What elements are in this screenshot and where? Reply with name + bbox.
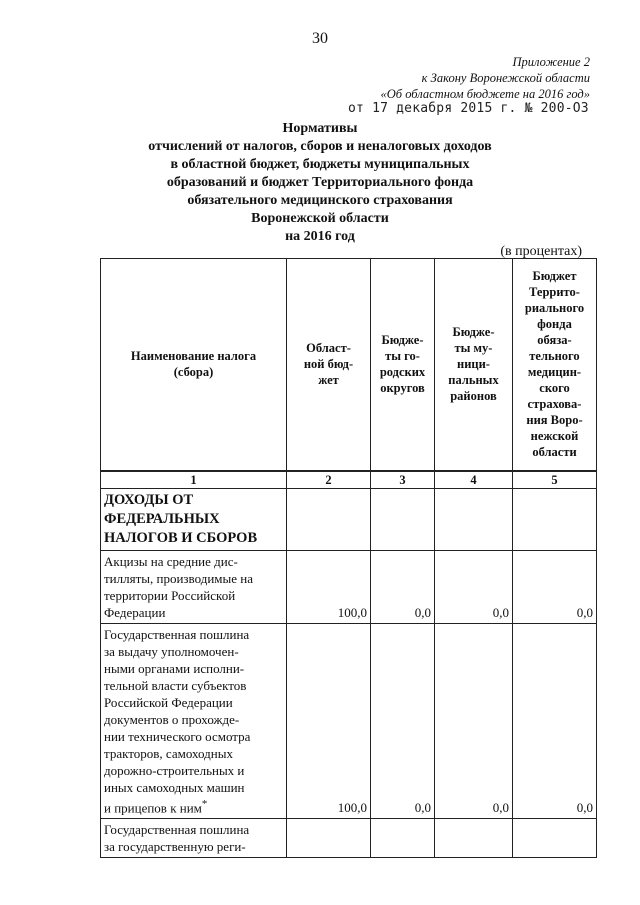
column-number-5: 5 — [513, 471, 597, 489]
column-number-4: 4 — [435, 471, 513, 489]
value-cell-col-2 — [287, 818, 371, 857]
title-line-3: в областной бюджет, бюджеты муниципальных — [170, 157, 470, 172]
table-row — [101, 623, 597, 818]
column-header-4: Бюдже- ты му- ници- пальных районов — [435, 259, 513, 471]
value-cell-col-5 — [513, 818, 597, 857]
table-body — [101, 488, 597, 857]
title-line-1: Нормативы — [282, 121, 358, 136]
value-cell-col-3: 0,0 — [371, 550, 435, 623]
column-number-3: 3 — [371, 471, 435, 489]
value-cell-col-4: 0,0 — [435, 623, 513, 818]
value-cell-col-2: 100,0 — [287, 550, 371, 623]
norms-table — [100, 258, 597, 858]
table-row — [101, 550, 597, 623]
value-cell-col-4 — [435, 818, 513, 857]
value-cell-col-2: 100,0 — [287, 623, 371, 818]
value-cell-col-4: 0,0 — [435, 550, 513, 623]
appendix-line-1: Приложение 2 — [512, 55, 590, 69]
value-cell-col-5: 0,0 — [513, 550, 597, 623]
tax-name-cell: Государственная пошлина за выдачу уполномочен- ными органами исполни- тельной власти субъектов Российской Федерации документов о прохожде- нии технического осмотра тракторов, самоходных дорожно-строительных и иных самоходных машин и прицепов к ним* — [101, 623, 287, 818]
value-cell-col-3: 0,0 — [371, 623, 435, 818]
column-header-5: Бюджет Террито- риального фонда обяза- тельного медицин- ского страхова- ния Воро- нежской области — [513, 259, 597, 471]
title-line-6: Воронежской области — [251, 211, 389, 226]
document-title — [60, 120, 580, 246]
column-number-1: 1 — [101, 471, 287, 489]
appendix-line-2: к Закону Воронежской области — [421, 71, 590, 85]
column-header-1: Наименование налога (сбора) — [101, 259, 287, 471]
value-cell-col-5 — [513, 488, 597, 550]
title-line-2: отчислений от налогов, сборов и неналоговых доходов — [148, 139, 492, 154]
value-cell-col-5: 0,0 — [513, 623, 597, 818]
table-row — [101, 818, 597, 857]
tax-name-cell: Акцизы на средние дис- тилляты, производимые на территории Российской Федерации — [101, 550, 287, 623]
table-row — [101, 488, 597, 550]
column-number-2: 2 — [287, 471, 371, 489]
appendix-line-3: «Об областном бюджете на 2016 год» — [380, 87, 590, 101]
law-date-stamp: от 17 декабря 2015 г. № 200-ОЗ — [348, 101, 589, 116]
units-note: (в процентах) — [500, 244, 582, 259]
value-cell-col-4 — [435, 488, 513, 550]
section-heading-cell: ДОХОДЫ ОТ ФЕДЕРАЛЬНЫХ НАЛОГОВ И СБОРОВ — [101, 488, 287, 550]
column-header-3: Бюдже- ты го- родских округов — [371, 259, 435, 471]
appendix-header — [330, 54, 590, 102]
column-header-2: Област- ной бюд- жет — [287, 259, 371, 471]
value-cell-col-3 — [371, 818, 435, 857]
tax-name-cell: Государственная пошлина за государственную реги- — [101, 818, 287, 857]
column-numbers-row — [101, 471, 597, 489]
title-line-5: обязательного медицинского страхования — [187, 193, 453, 208]
page-number: 30 — [312, 30, 328, 47]
table-header-row — [101, 259, 597, 471]
title-line-7: на 2016 год — [285, 229, 355, 244]
value-cell-col-3 — [371, 488, 435, 550]
value-cell-col-2 — [287, 488, 371, 550]
title-line-4: образований и бюджет Территориального фонда — [166, 175, 474, 190]
